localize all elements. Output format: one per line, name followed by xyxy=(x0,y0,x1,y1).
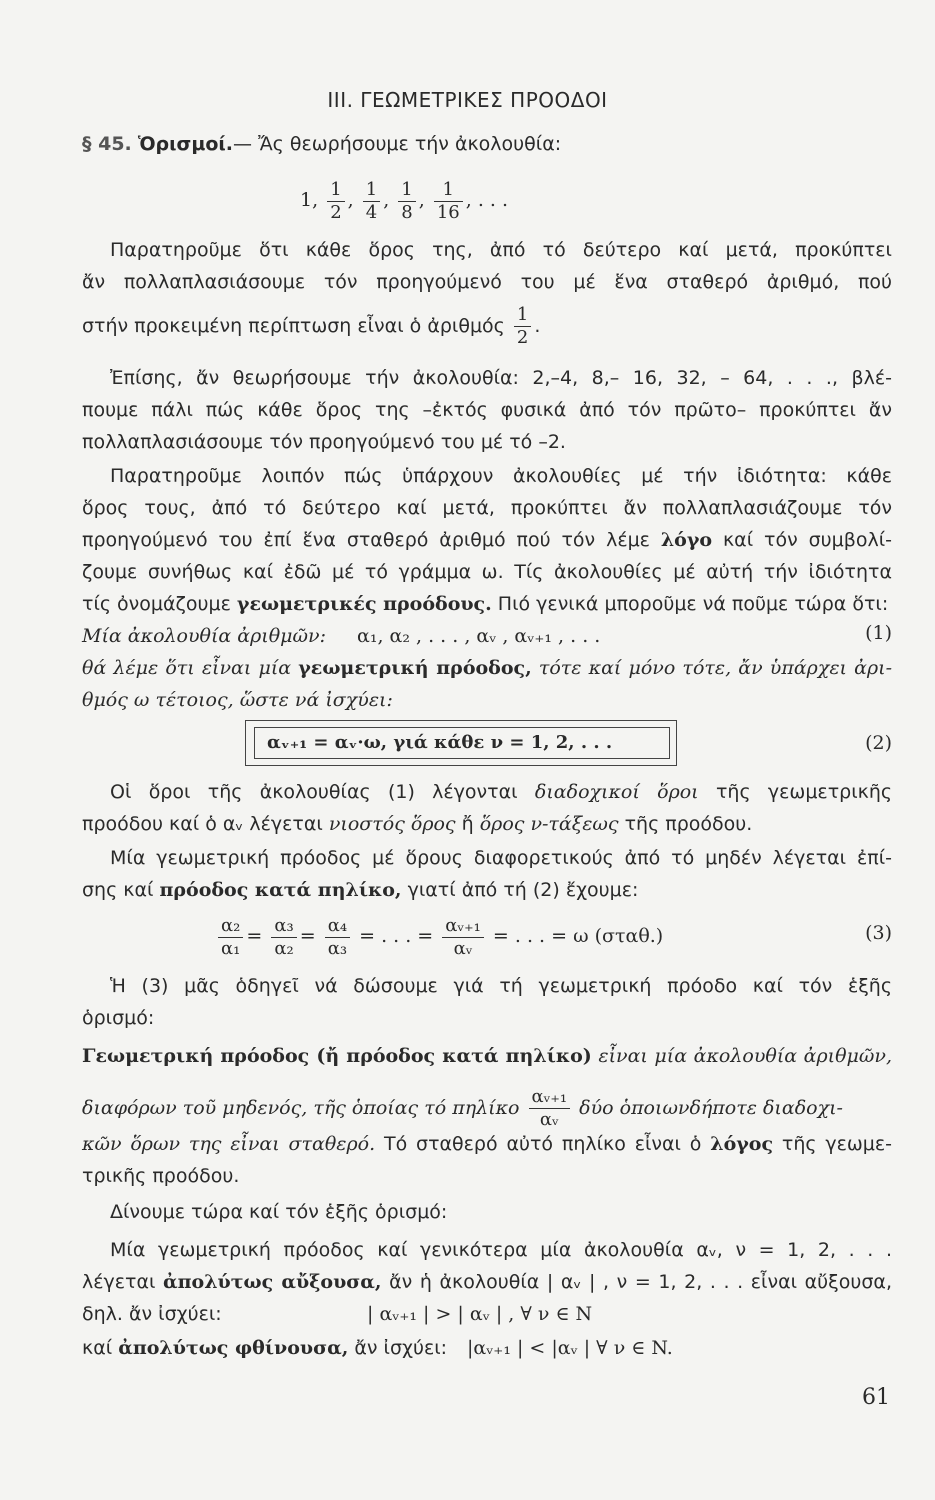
para8-line1: Μία γεωμετρική πρόοδος καί γενικότερα μία ἀκολουθία αᵥ, ν = 1, 2, . . . xyxy=(110,1239,892,1261)
para8-line4: καί ἀπολύτως φθίνουσα, ἄν ἰσχύει: |αᵥ₊₁ | < |αᵥ | ∀ ν ∈ N. xyxy=(82,1334,892,1362)
section-number: § 45. xyxy=(82,133,132,155)
definition1-sequence: α₁, α₂ , . . . , αᵥ , αᵥ₊₁ , . . . xyxy=(357,625,601,647)
fraction-sixteenth: $\frac{1}{16}$ xyxy=(434,179,463,224)
definition2-line2: διαφόρων τοῦ μηδενός, τῆς ὁποίας τό πηλίκο $\frac{\text{αᵥ₊₁}}{\text{αᵥ}}$ δύο ὁποιωνδήποτε διαδοχι- xyxy=(82,1086,843,1130)
equation-number-2: (2) xyxy=(865,732,892,754)
para6-line1: Ἡ (3) μᾶς ὁδηγεῖ νά δώσουμε γιά τή γεωμετρική πρόοδο καί τόν ἑξῆς xyxy=(110,975,892,997)
section-title: Ὁρισμοί. xyxy=(137,133,234,155)
para1-line3: στήν προκειμένη περίπτωση εἶναι ὁ ἀριθμός $\frac{1}{2}$ . xyxy=(82,304,541,348)
term-geometric-progressions: γεωμετρικές προόδους. xyxy=(236,593,492,615)
para4-line2: προόδου καί ὁ αᵥ λέγεται νιοστός ὅρος ἤ ὅρος ν-τάξεως τῆς προόδου. xyxy=(82,813,753,835)
para1-line2: ἄν πολλαπλασιάσουμε τόν προηγούμενό του μέ ἕνα σταθερό ἀριθμό, πού xyxy=(82,271,892,293)
para1-line3-text: στήν προκειμένη περίπτωση εἶναι ὁ ἀριθμός xyxy=(82,315,505,337)
definition1-line3: θμός ω τέτοιος, ὥστε νά ἰσχύει: xyxy=(82,689,393,711)
term-absolutely-increasing: ἀπολύτως αὔξουσα, xyxy=(163,1271,382,1293)
definition2-line1: Γεωμετρική πρόοδος (ἤ πρόοδος κατά πηλίκο) εἶναι μία ἀκολουθία ἀριθμῶν, xyxy=(82,1045,892,1067)
ratio-fraction-1: $\frac{\text{α₂}}{\text{α₁}}$ xyxy=(218,915,243,960)
sequence-first-term: 1 xyxy=(300,189,313,211)
para8-line3: δηλ. ἄν ἰσχύει: | αᵥ₊₁ | > | αᵥ | , ∀ ν ∈ N xyxy=(82,1300,892,1328)
para2-line1: Ἐπίσης, ἄν θεωρήσουμε τήν ἀκολουθία: 2,–4, 8,– 16, 32, – 64, . . ., βλέ- xyxy=(110,367,892,389)
quotient-fraction: $\frac{\text{αᵥ₊₁}}{\text{αᵥ}}$ xyxy=(529,1086,571,1131)
para3-line5: τίς ὀνομάζουμε γεωμετρικές προόδους. Πιό γενικά μποροῦμε νά ποῦμε τώρα ὅτι: xyxy=(82,593,889,615)
definition2-line4: τρικῆς προόδου. xyxy=(82,1165,240,1187)
page-number: 61 xyxy=(862,1385,890,1410)
ratio-fraction-4: $\frac{\text{αᵥ₊₁}}{\text{αᵥ}}$ xyxy=(442,915,484,960)
section-dash: — xyxy=(233,133,253,155)
term-quotient-progression: πρόοδος κατά πηλίκο, xyxy=(159,879,402,901)
para8-line2: λέγεται ἀπολύτως αὔξουσα, ἄν ἡ ἀκολουθία | αᵥ | , ν = 1, 2, . . . εἶναι αὔξουσα, xyxy=(82,1271,892,1293)
term-absolutely-decreasing: ἀπολύτως φθίνουσα, xyxy=(118,1337,349,1359)
term-geometric-progression: γεωμετρική πρόοδος, xyxy=(298,657,532,679)
definition1-line1 xyxy=(82,622,892,650)
para5-line1: Μία γεωμετρική πρόοδος μέ ὅρους διαφορετικούς ἀπό τό μηδέν λέγεται ἐπί- xyxy=(110,847,892,869)
para3-line3: προηγούμενό του ἐπί ἕνα σταθερό ἀριθμό πού τόν λέμε λόγο καί τόν συμβολί- xyxy=(82,529,893,551)
term-ratio: λόγος xyxy=(710,1133,774,1155)
para2-line2: πουμε πάλι πώς κάθε ὅρος της –ἐκτός φυσικά ἀπό τόν πρῶτο– προκύπτει ἄν xyxy=(82,399,892,421)
ratio-equation: $\frac{\text{α₂}}{\text{α₁}}$ = $\frac{\text{α₃}}{\text{α₂}}$ = $\frac{\text{α₄}}{\text{α₃}}$ = . . . = $\frac{\text{αᵥ₊₁}}{\text{αᵥ}}$ = . . . = ω (σταθ.) xyxy=(215,908,835,968)
definition1-line2: θά λέμε ὅτι εἶναι μία γεωμετρική πρόοδος, τότε καί μόνο τότε, ἄν ὑπάρχει ἀρι- xyxy=(82,657,892,679)
boxed-equation: αᵥ₊₁ = αᵥ·ω, γιά κάθε ν = 1, 2, . . . xyxy=(254,727,670,759)
para4-line1: Οἱ ὅροι τῆς ἀκολουθίας (1) λέγονται διαδοχικοί ὅροι τῆς γεωμετρικῆς xyxy=(110,781,893,803)
term-logos: λόγο xyxy=(660,529,713,551)
para6-line2: ὁρισμό: xyxy=(82,1007,155,1029)
fraction-quarter: $\frac{1}{4}$ xyxy=(363,179,380,224)
fraction-half: $\frac{1}{2}$ xyxy=(327,179,344,224)
equation-number-1: (1) xyxy=(865,622,892,644)
para2-line3: πολλαπλασιάσουμε τόν προηγούμενό του μέ τό –2. xyxy=(82,431,566,453)
equation-number-3: (3) xyxy=(865,922,892,944)
fraction-eighth: $\frac{1}{8}$ xyxy=(398,179,415,224)
section-intro: Ἄς θεωρήσουμε τήν ἀκολουθία: xyxy=(258,133,562,155)
para5-line2: σης καί πρόοδος κατά πηλίκο, γιατί ἀπό τή (2) ἔχουμε: xyxy=(82,879,639,901)
para3-line1: Παρατηροῦμε λοιπόν πώς ὑπάρχουν ἀκολουθίες μέ τήν ἰδιότητα: κάθε xyxy=(110,465,892,487)
para1-line1: Παρατηροῦμε ὅτι κάθε ὅρος της, ἀπό τό δεύτερο καί μετά, προκύπτει xyxy=(110,239,892,261)
boxed-equation-frame xyxy=(245,720,677,766)
ratio-fraction-3: $\frac{\text{α₄}}{\text{α₃}}$ xyxy=(325,915,350,960)
sequence-ellipsis: , . . . xyxy=(465,189,509,211)
increasing-condition: | αᵥ₊₁ | > | αᵥ | , ∀ ν ∈ N xyxy=(367,1303,593,1325)
para3-line4: ζουμε συνήθως καί ἐδῶ μέ τό γράμμα ω. Τίς ἀκολουθίες μέ αὐτή τήν ἰδιότητα xyxy=(82,561,892,583)
para7-line1: Δίνουμε τώρα καί τόν ἑξῆς ὁρισμό: xyxy=(110,1201,448,1223)
para3-line2: ὅρος τους, ἀπό τό δεύτερο καί μετά, προκύπτει ἄν πολλαπλασιάζουμε τόν xyxy=(82,497,892,519)
decreasing-condition: |αᵥ₊₁ | < |αᵥ | ∀ ν ∈ N. xyxy=(467,1337,673,1359)
sequence-one: 1, $\frac{1}{2}$ , $\frac{1}{4}$ , $\frac{1}{8}$ , $\frac{1}{16}$ , . . . xyxy=(300,178,509,223)
ratio-fraction-2: $\frac{\text{α₃}}{\text{α₂}}$ xyxy=(271,915,296,960)
definition1-label: Μία ἀκολουθία ἀριθμῶν: xyxy=(82,625,326,647)
definition2-line3: κῶν ὅρων της εἶναι σταθερό. Τό σταθερό αὐτό πηλίκο εἶναι ὁ λόγος τῆς γεωμε- xyxy=(82,1133,892,1155)
chapter-title: III. ΓΕΩΜΕΤΡΙΚΕΣ ΠΡΟΟΔΟΙ xyxy=(327,88,608,112)
section-heading xyxy=(82,130,892,158)
term-geometric-progression-definition: Γεωμετρική πρόοδος (ἤ πρόοδος κατά πηλίκο) xyxy=(82,1045,592,1067)
fraction-one-half: $\frac{1}{2}$ xyxy=(514,304,531,349)
